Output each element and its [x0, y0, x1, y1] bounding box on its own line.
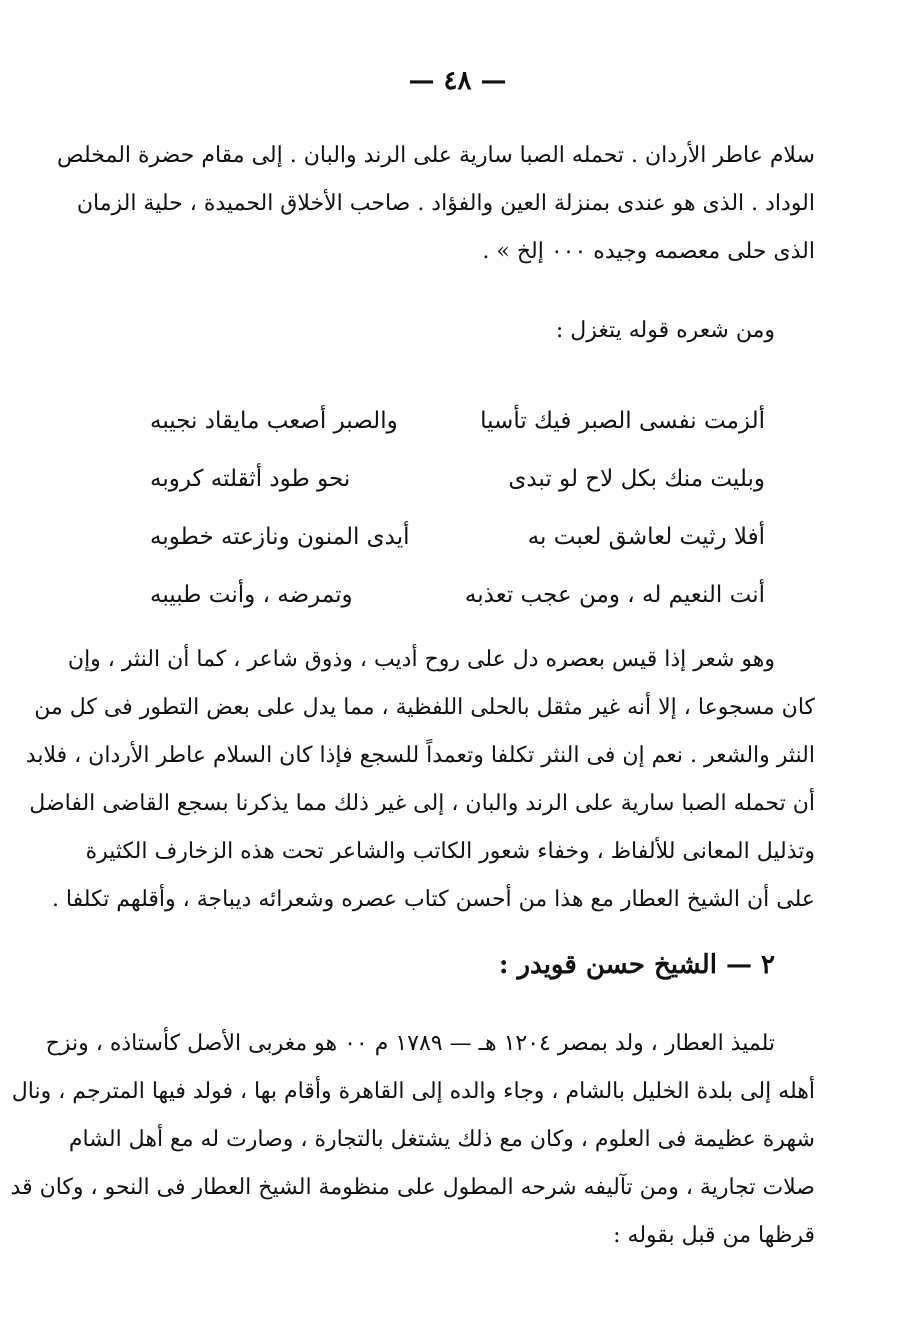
- paragraph-line: على أن الشيخ العطار مع هذا من أحسن كتاب عصره وشعرائه ديباجة ، وأقلهم تكلفا .: [51, 887, 815, 912]
- paragraph-line: النثر والشعر . نعم إن فى النثر تكلفا وتعمداً للسجع فإذا كان السلام عاطر الأردان ، فلابد: [25, 743, 815, 768]
- poem-verse: [150, 392, 765, 450]
- verse-first-hemistich: وبليت منك بكل لاح لو تبدى: [508, 466, 765, 492]
- page-number: — ٤٨ —: [408, 66, 507, 96]
- verse-second-hemistich: والصبر أصعب مايقاد نجيبه: [150, 408, 398, 434]
- paragraph-line: سلام عاطر الأردان . تحمله الصبا سارية على الرند والبان . إلى مقام حضرة المخلص: [57, 143, 815, 168]
- verse-second-hemistich: نحو طود أثقلته كروبه: [150, 466, 351, 492]
- paragraph-line: كان مسجوعا ، إلا أنه غير مثقل بالحلى اللفظية ، مما يدل على بعض التطور فى كل من: [34, 695, 815, 720]
- paragraph-line: قرظها من قبل بقوله :: [613, 1223, 815, 1248]
- commentary-paragraph: [25, 636, 815, 924]
- paragraph-line: شهرة عظيمة فى العلوم ، وكان مع ذلك يشتغل بالتجارة ، وصارت له مع أهل الشام: [68, 1127, 815, 1152]
- paragraph-line: الوداد . الذى هو عندى بمنزلة العين والفؤاد . صاحب الأخلاق الحميدة ، حلية الزمان: [76, 191, 815, 216]
- poem: [150, 392, 765, 624]
- verse-second-hemistich: أيدى المنون ونازعته خطوبه: [150, 524, 410, 550]
- verse-first-hemistich: أنت النعيم له ، ومن عجب تعذبه: [464, 582, 765, 608]
- paragraph-line: أن تحمله الصبا سارية على الرند والبان ، إلى غير ذلك مما يذكرنا بسجع القاضى الفاضل: [29, 791, 815, 816]
- biography-paragraph: [10, 1020, 815, 1260]
- poem-verse: [150, 508, 765, 566]
- paragraph-line: أهله إلى بلدة الخليل بالشام ، وجاء والده إلى القاهرة وأقام بها ، فولد فيها المترجم ، ونال: [11, 1079, 815, 1104]
- paragraph-line: وهو شعر إذا قيس بعصره دل على روح أديب ، وذوق شاعر ، كما أن النثر ، وإن: [67, 647, 775, 672]
- poem-verse: [150, 566, 765, 624]
- poem-verse: [150, 450, 765, 508]
- verse-first-hemistich: أفلا رثيت لعاشق لعبت به: [527, 524, 765, 550]
- paragraph-line: الذى حلى معصمه وجيده ٠٠٠ إلخ » .: [482, 239, 815, 264]
- paragraph-line: صلات تجارية ، ومن تآليفه شرحه المطول على منظومة الشيخ العطار فى النحو ، وكان قد: [10, 1175, 815, 1200]
- verse-second-hemistich: وتمرضه ، وأنت طبيبه: [150, 582, 353, 608]
- verse-first-hemistich: ألزمت نفسى الصبر فيك تأسيا: [480, 408, 765, 434]
- paragraph-line: تلميذ العطار ، ولد بمصر ١٢٠٤ هـ — ١٧٨٩ م ٠٠ هو مغربى الأصل كأستاذه ، ونزح: [45, 1031, 775, 1056]
- poetry-intro: ومن شعره قوله يتغزل :: [555, 318, 775, 343]
- section-heading: ٢ — الشيخ حسن قويدر :: [498, 950, 775, 980]
- paragraph-line: وتذليل المعانى للألفاظ ، وخفاء شعور الكاتب والشاعر تحت هذه الزخارف الكثيرة: [85, 839, 815, 864]
- letter-paragraph: [57, 132, 815, 276]
